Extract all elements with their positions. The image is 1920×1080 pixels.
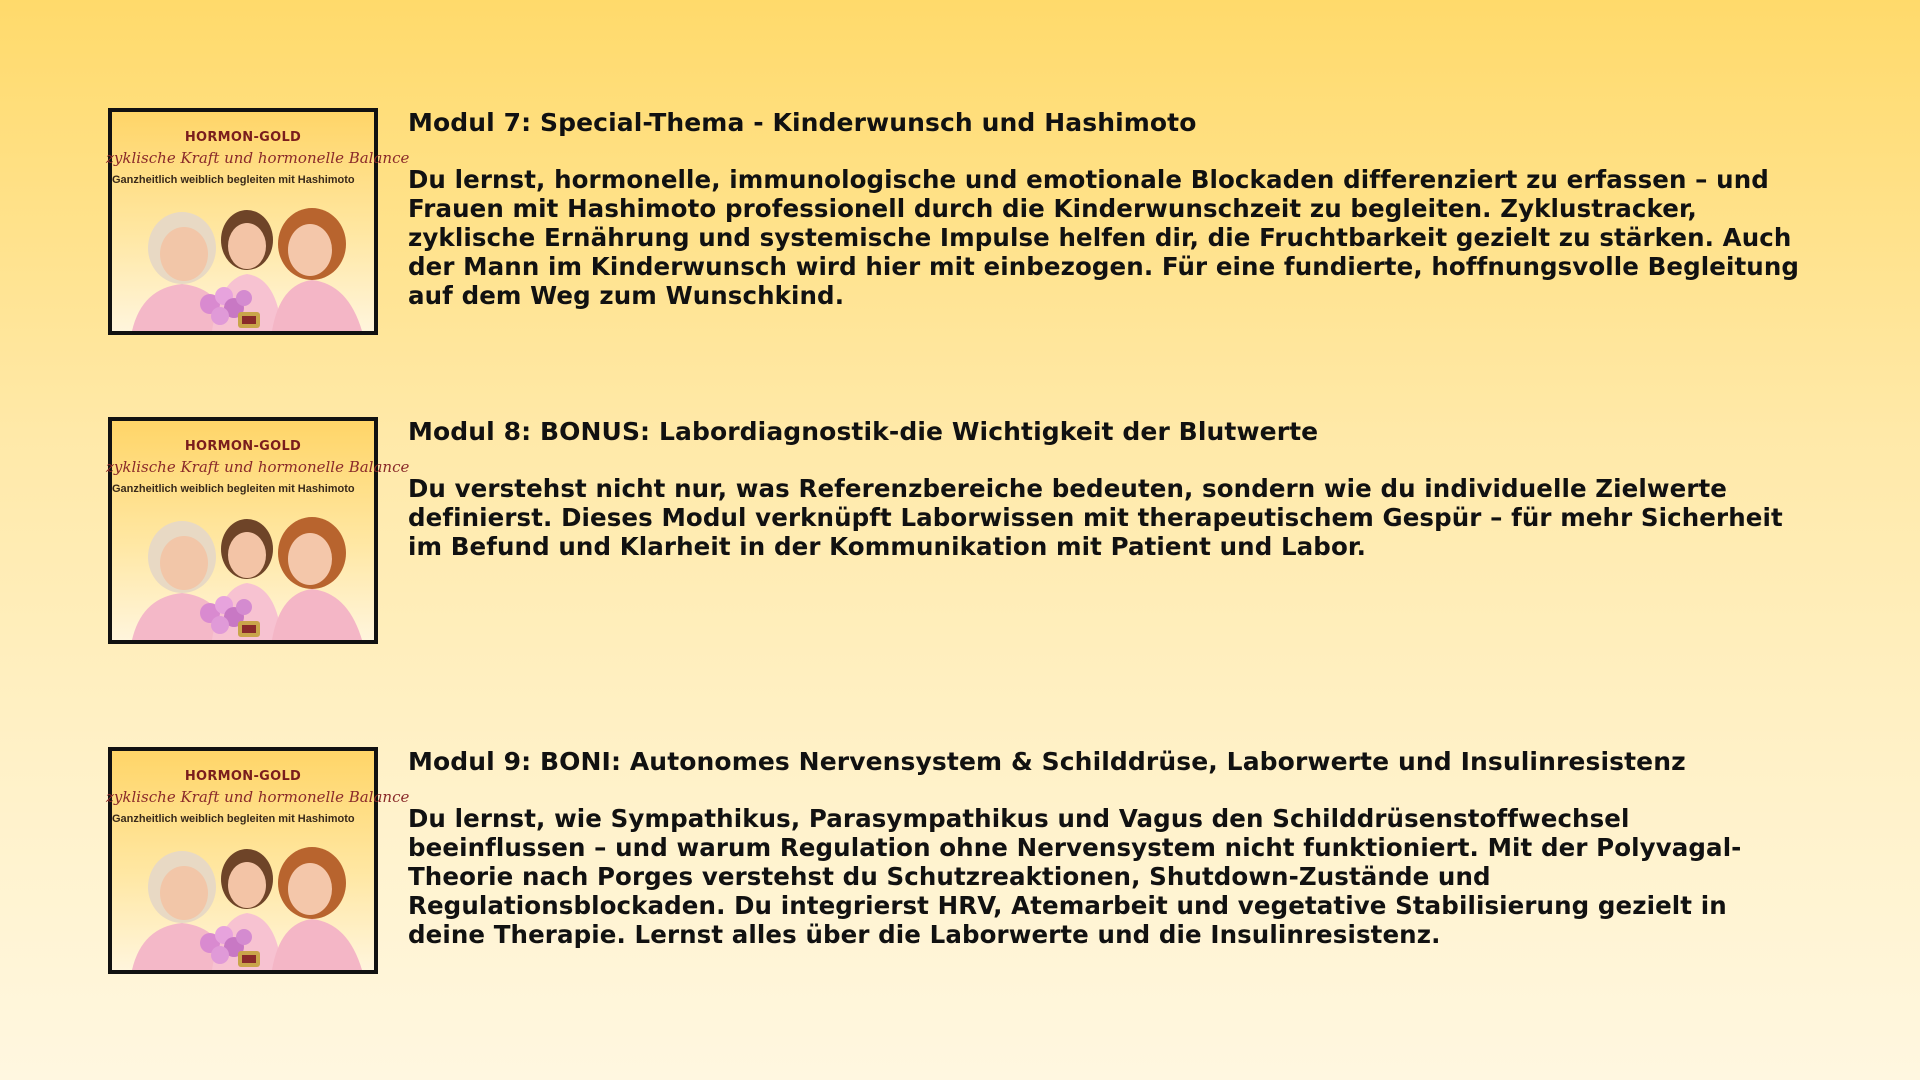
- thumbnail-subtitle: Ganzheitlich weiblich begleiten mit Hashimoto: [112, 813, 355, 825]
- thumbnail-script-line: zyklische Kraft und hormonelle Balance: [106, 149, 410, 167]
- module-title: Modul 9: BONI: Autonomes Nervensystem & Schilddrüse, Laborwerte und Insulinresistenz: [408, 747, 1686, 776]
- module-7: [108, 108, 1828, 335]
- module-text: [408, 417, 1808, 561]
- module-title: Modul 7: Special-Thema - Kinderwunsch und Hashimoto: [408, 108, 1197, 137]
- module-text: [408, 108, 1808, 310]
- module-title: Modul 8: BONUS: Labordiagnostik-die Wichtigkeit der Blutwerte: [408, 417, 1319, 446]
- module-8: [108, 417, 1828, 644]
- module-description: Du verstehst nicht nur, was Referenzbereiche bedeuten, sondern wie du individuelle Zielwerte definierst. Dieses Modul verknüpft Laborwissen mit therapeutischem Gespür – für mehr Sicherheit im Befund und Klarheit in der Kommunikation mit Patient und Labor.: [408, 474, 1783, 561]
- thumbnail-script-line: zyklische Kraft und hormonelle Balance: [106, 788, 410, 806]
- module-text: [408, 747, 1808, 949]
- module-thumbnail: [106, 108, 410, 335]
- module-description: Du lernst, wie Sympathikus, Parasympathikus und Vagus den Schilddrüsenstoffwechsel beeinflussen – und warum Regulation ohne Nervensystem nicht funktioniert. Mit der Polyvagal-Theorie nach Porges verstehst du Schutzreaktionen, Shutdown-Zustände und Regulationsblockaden. Du integrierst HRV, Atemarbeit und vegetative Stabilisierung gezielt in deine Therapie. Lernst alles über die Laborwerte und die Insulinresistenz.: [408, 804, 1742, 949]
- thumbnail-photo: [112, 196, 374, 331]
- module-thumbnail: [106, 417, 410, 644]
- thumbnail-brand: HORMON-GOLD: [184, 439, 302, 454]
- thumbnail-brand: HORMON-GOLD: [184, 130, 302, 145]
- thumbnail-script-line: zyklische Kraft und hormonelle Balance: [106, 458, 410, 476]
- thumbnail-photo: [112, 505, 374, 640]
- module-thumbnail: [106, 747, 410, 974]
- module-9: [108, 747, 1828, 974]
- thumbnail-subtitle: Ganzheitlich weiblich begleiten mit Hashimoto: [112, 483, 355, 495]
- module-description: Du lernst, hormonelle, immunologische und emotionale Blockaden differenziert zu erfassen – und Frauen mit Hashimoto professionell durch die Kinderwunschzeit zu begleiten. Zyklustracker, zyklische Ernährung und systemische Impulse helfen dir, die Fruchtbarkeit gezielt zu stärken. Auch der Mann im Kinderwunsch wird hier mit einbezogen. Für eine fundierte, hoffnungsvolle Begleitung auf dem Weg zum Wunschkind.: [408, 165, 1800, 310]
- thumbnail-photo: [112, 835, 374, 970]
- thumbnail-subtitle: Ganzheitlich weiblich begleiten mit Hashimoto: [112, 174, 355, 186]
- thumbnail-brand: HORMON-GOLD: [184, 769, 302, 784]
